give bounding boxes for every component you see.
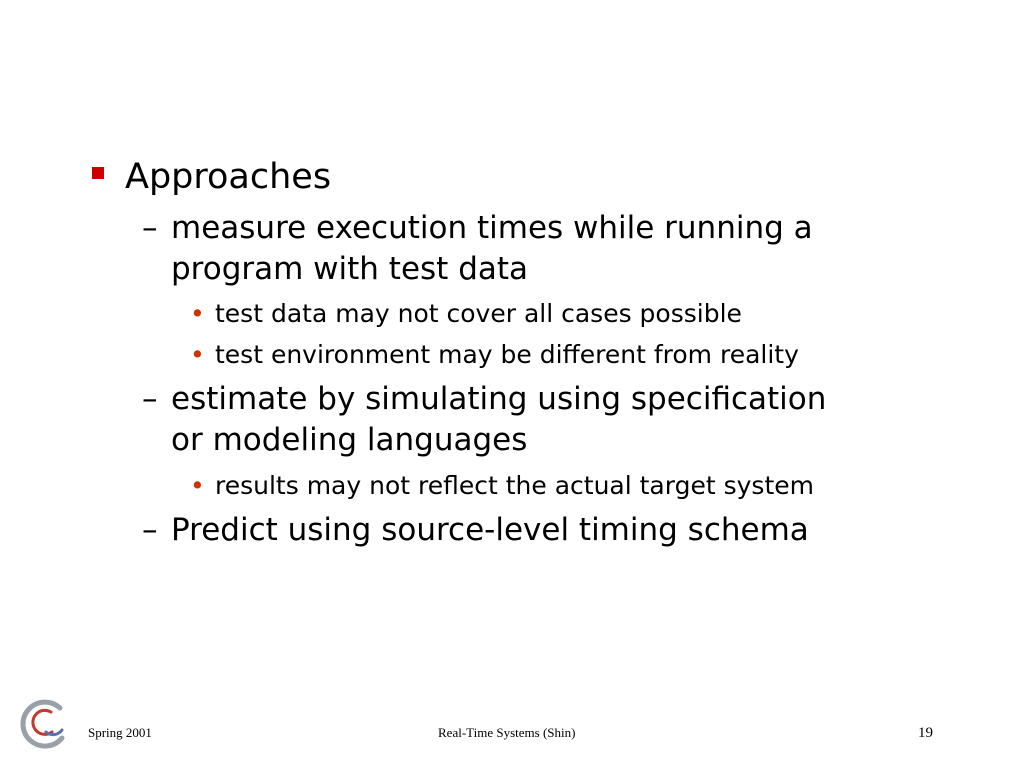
dot-bullet-2: • [190,340,205,369]
logo-blue-arc [46,730,62,735]
heading-approaches: Approaches [125,157,332,197]
footer-course-title: Real-Time Systems (Shin) [438,725,576,740]
logo-red-arc [33,710,52,734]
dash-bullet-3: – [142,512,158,548]
page-number: 19 [918,725,933,741]
subitem-1-1: test data may not cover all cases possible [215,299,742,328]
item-2-line-1: estimate by simulating using specification [171,381,827,417]
c-logo-icon [16,696,68,752]
subitem-2-1: results may not reflect the actual target system [215,471,814,500]
logo-outer-ring [23,702,62,746]
subitem-1-2: test environment may be different from reality [215,340,799,369]
footer-date: Spring 2001 [88,725,152,740]
square-bullet-icon [92,167,104,179]
dash-bullet-2: – [142,381,158,417]
item-1-line-2: program with test data [171,251,529,287]
dot-bullet-1: • [190,299,205,328]
item-1-line-1: measure execution times while running a [171,210,813,246]
dash-bullet-1: – [142,210,158,246]
item-2-line-2: or modeling languages [171,422,528,458]
item-3-line-1: Predict using source-level timing schema [171,512,809,548]
dot-bullet-3: • [190,471,205,500]
